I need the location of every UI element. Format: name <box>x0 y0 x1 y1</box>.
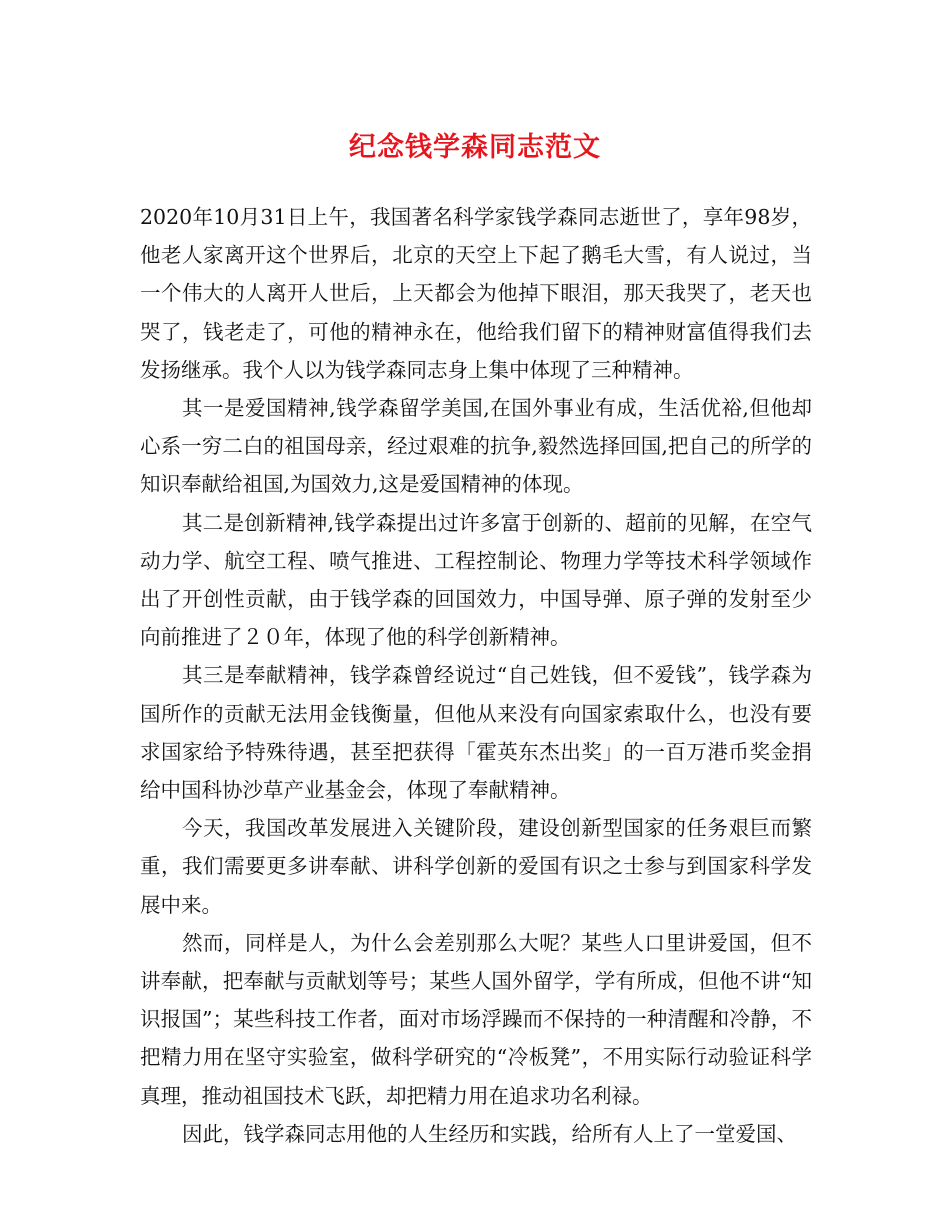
document-body <box>140 198 812 1153</box>
paragraph-intro: 2020年10月31日上午，我国著名科学家钱学森同志逝世了，享年98岁，他老人家离开这个世界后，北京的天空上下起了鹅毛大雪，有人说过，当一个伟大的人离开人世后，上天都会为他掉下眼泪，那天我哭了，老天也哭了，钱老走了，可他的精神永在，他给我们留下的精神财富值得我们去发扬继承。我个人以为钱学森同志身上集中体现了三种精神。 <box>140 205 812 382</box>
paragraph-innovation: 其二是创新精神,钱学森提出过许多富于创新的、超前的见解，在空气动力学、航空工程、喷气推进、工程控制论、物理力学等技术科学领域作出了开创性贡献，由于钱学森的回国效力，中国导弹、原子弹的发射至少向前推进了２０年，体现了他的科学创新精神。 <box>140 510 812 650</box>
paragraph-however: 然而，同样是人，为什么会差别那么大呢？某些人口里讲爱国，但不讲奉献，把奉献与贡献划等号；某些人国外留学，学有所成，但他不讲“知识报国”；某些科技工作者，面对市场浮躁而不保持的一种清醒和冷静，不把精力用在坚守实验室，做科学研究的“冷板凳”，不用实际行动验证科学真理，推动祖国技术飞跃，却把精力用在追求功名利禄。 <box>140 930 812 1108</box>
paragraph-dedication: 其三是奉献精神，钱学森曾经说过“自己姓钱，但不爱钱”，钱学森为国所作的贡献无法用金钱衡量，但他从来没有向国家索取什么，也没有要求国家给予特殊待遇，甚至把获得「霍英东杰出奖」的一百万港币奖金捐给中国科协沙草产业基金会，体现了奉献精神。 <box>140 663 812 803</box>
document-title: 纪念钱学森同志范文 <box>349 132 601 163</box>
paragraph-patriotism: 其一是爱国精神,钱学森留学美国,在国外事业有成，生活优裕,但他却心系一穷二白的祖国母亲，经过艰难的抗争,毅然选择回国,把自己的所学的知识奉献给祖国,为国效力,这是爱国精神的体现。 <box>140 396 812 497</box>
paragraph-today: 今天，我国改革发展进入关键阶段，建设创新型国家的任务艰巨而繁重，我们需要更多讲奉献、讲科学创新的爱国有识之士参与到国家科学发展中来。 <box>140 816 812 917</box>
paragraph-therefore: 因此，钱学森同志用他的人生经历和实践，给所有人上了一堂爱国、 <box>182 1121 797 1146</box>
